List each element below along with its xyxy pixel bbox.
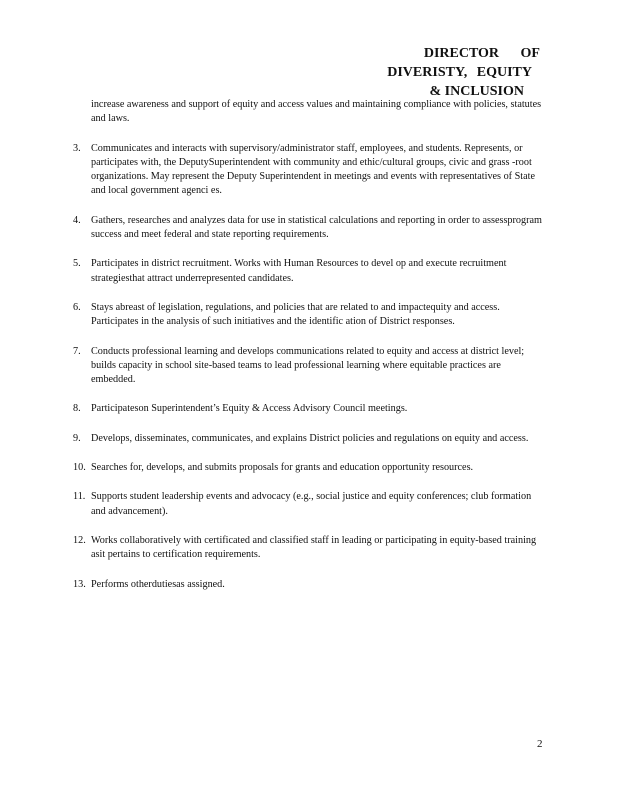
item-text: Conducts professional learning and develops communications related to equity and access at district level; builds capacity in school site-based teams to lead professional learning where equitable practices are embedded. xyxy=(91,345,525,386)
list-item xyxy=(73,534,545,563)
item-text: Supports student leadership events and advocacy (e.g., social justice and equity conferences; club formation and advancement). xyxy=(91,491,532,517)
header-title-line-2: DIVERISTY, EQUITY xyxy=(387,65,532,80)
item-text: Communicates and interacts with supervisory/administrator staff, employees, and students. Represents, or participates with, the DeputySuperintendent with community and ethic/cultural groups, civic and grass -root organizations. May represent the Deputy Superintendent in meetings and events with representatives of State and local government agenci es. xyxy=(91,142,535,197)
item-text: Stays abreast of legislation, regulations, and policies that are related to and impactequity and access. Participates in the analysis of such initiatives and the identific ation of District responses. xyxy=(91,301,500,328)
list-item xyxy=(73,402,545,416)
header-title-line-1: DIRECTOR OF xyxy=(423,46,540,61)
item-number: 6. xyxy=(73,301,81,313)
list-item xyxy=(73,432,545,446)
list-item xyxy=(73,490,545,519)
item-text: Participateson Superintendent’s Equity & Access Advisory Council meetings. xyxy=(91,403,408,415)
item-number: 9. xyxy=(73,432,81,444)
list-item xyxy=(73,142,545,199)
list-item xyxy=(73,257,545,286)
item-number: 3. xyxy=(73,142,81,154)
item-number: 7. xyxy=(73,345,81,357)
item-number: 5. xyxy=(73,258,81,270)
item-number: 11. xyxy=(73,491,86,503)
list-item xyxy=(73,345,545,388)
duties-list xyxy=(73,98,545,607)
list-item xyxy=(73,578,545,592)
page-number: 2 xyxy=(537,738,543,750)
list-item xyxy=(73,461,545,475)
item-number: 13. xyxy=(73,578,86,590)
item-text: Participates in district recruitment. Works with Human Resources to devel op and execute recruitment strategiesthat attract underrepresented candidates. xyxy=(91,258,507,284)
item-number: 4. xyxy=(73,214,81,226)
item-number: 12. xyxy=(73,534,86,546)
item-text: Gathers, researches and analyzes data for use in statistical calculations and reporting in order to assessprogram success and meet federal and state reporting requirements. xyxy=(91,214,542,241)
item-number: 8. xyxy=(73,403,81,415)
list-item xyxy=(73,214,545,243)
carryover-paragraph: increase awareness and support of equity and access values and maintaining compliance with policies, statutes and laws. xyxy=(91,99,542,125)
document-header xyxy=(290,44,540,101)
header-title-line-3: & INCLUSION xyxy=(429,84,524,99)
item-text: Searches for, develops, and submits proposals for grants and education opportunity resources. xyxy=(91,462,474,474)
item-text: Works collaboratively with certificated and classified staff in leading or participating in equity-based training asit pertains to certification requirements. xyxy=(91,534,537,561)
item-number: 10. xyxy=(73,462,86,474)
item-text: Develops, disseminates, communicates, and explains District policies and regulations on equity and access. xyxy=(91,432,529,444)
item-text: Performs otherdutiesas assigned. xyxy=(91,578,225,590)
list-item xyxy=(73,301,545,330)
